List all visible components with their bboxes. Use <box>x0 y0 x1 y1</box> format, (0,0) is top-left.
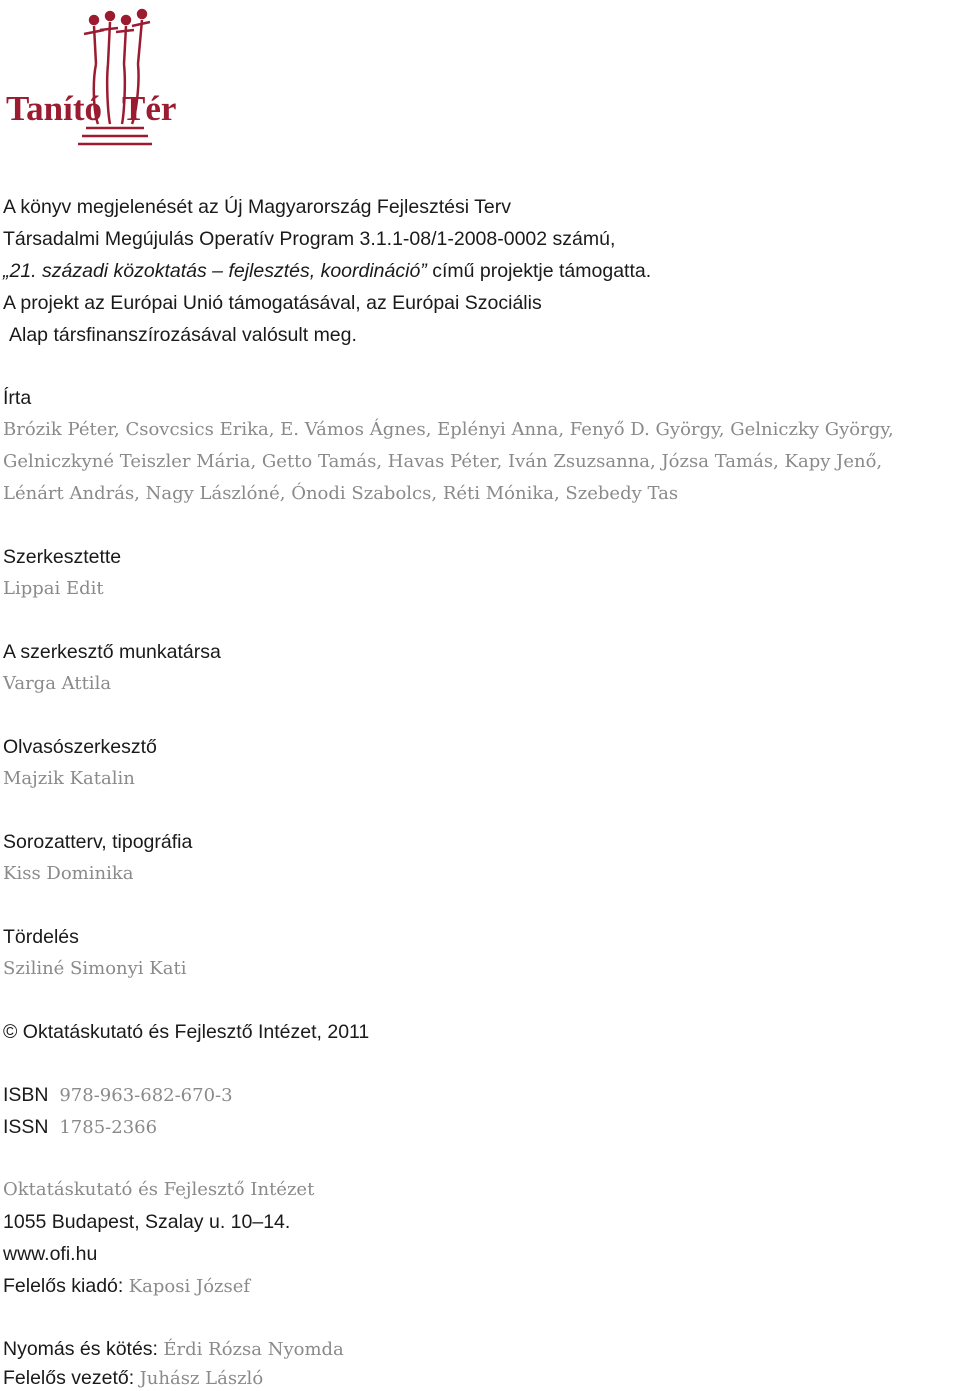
tanito-ter-logo <box>4 4 186 154</box>
printing-manager-value: Juhász László <box>139 1368 264 1389</box>
publisher-responsible-label: Felelős kiadó: <box>3 1275 129 1297</box>
credit-label-typography: Sorozatterv, tipográfia <box>3 831 193 853</box>
publisher-responsible-value: Kaposi József <box>128 1276 251 1297</box>
printing-manager-row <box>3 1366 263 1391</box>
publisher-address: 1055 Budapest, Szalay u. 10–14. <box>3 1211 291 1233</box>
intro-line-4: A projekt az Európai Unió támogatásával, az Európai Szociális <box>3 292 542 314</box>
authors-line-3: Lénárt András, Nagy Lászlóné, Ónodi Szabolcs, Réti Mónika, Szebedy Tas <box>3 483 679 504</box>
publisher-web: www.ofi.hu <box>3 1243 98 1265</box>
logo-word-right: Tér <box>122 89 177 128</box>
intro-project-title: „21. századi közoktatás – fejlesztés, koordináció” <box>3 260 427 282</box>
authors-label: Írta <box>3 387 32 409</box>
printing-manager-label: Felelős vezető: <box>3 1367 140 1389</box>
authors-line-1: Brózik Péter, Csovcsics Erika, E. Vámos Ágnes, Eplényi Anna, Fenyő D. György, Gelniczky György, <box>3 419 894 440</box>
printing-label: Nyomás és kötés: <box>3 1338 164 1360</box>
credit-value-assistant: Varga Attila <box>3 673 112 694</box>
intro-line-5: Alap társfinanszírozásával valósult meg. <box>9 324 357 346</box>
printing-row <box>3 1337 344 1362</box>
publisher-name: Oktatáskutató és Fejlesztő Intézet <box>3 1179 315 1200</box>
isbn-row <box>3 1083 233 1108</box>
intro-line-3 <box>3 259 651 283</box>
issn-row <box>3 1115 157 1140</box>
printing-value: Érdi Rózsa Nyomda <box>163 1339 344 1360</box>
authors-line-2: Gelniczkyné Teiszler Mária, Getto Tamás, Havas Péter, Iván Zsuzsanna, Józsa Tamás, Kapy Jenő, <box>3 451 883 472</box>
logo-word-left: Tanító <box>6 89 102 128</box>
credit-value-typography: Kiss Dominika <box>3 863 134 884</box>
credit-label-layout: Tördelés <box>3 926 79 948</box>
issn-label: ISSN <box>3 1116 49 1138</box>
credit-label-copyeditor: Olvasószerkesztő <box>3 736 157 758</box>
credit-value-editor: Lippai Edit <box>3 578 104 599</box>
intro-line-1: A könyv megjelenését az Új Magyarország Fejlesztési Terv <box>3 196 511 218</box>
credit-value-copyeditor: Majzik Katalin <box>3 768 135 789</box>
copyright: © Oktatáskutató és Fejlesztő Intézet, 2011 <box>3 1021 370 1043</box>
intro-line-3-rest: című projektje támogatta. <box>426 260 652 282</box>
credit-label-editor: Szerkesztette <box>3 546 122 568</box>
intro-line-2: Társadalmi Megújulás Operatív Program 3.1.1-08/1-2008-0002 számú, <box>3 228 616 250</box>
isbn-label: ISBN <box>3 1084 49 1106</box>
isbn-value: 978-963-682-670-3 <box>59 1085 233 1106</box>
issn-value: 1785-2366 <box>59 1117 158 1138</box>
publisher-responsible <box>3 1274 250 1299</box>
credit-value-layout: Sziliné Simonyi Kati <box>3 958 187 979</box>
credit-label-assistant: A szerkesztő munkatársa <box>3 641 221 663</box>
